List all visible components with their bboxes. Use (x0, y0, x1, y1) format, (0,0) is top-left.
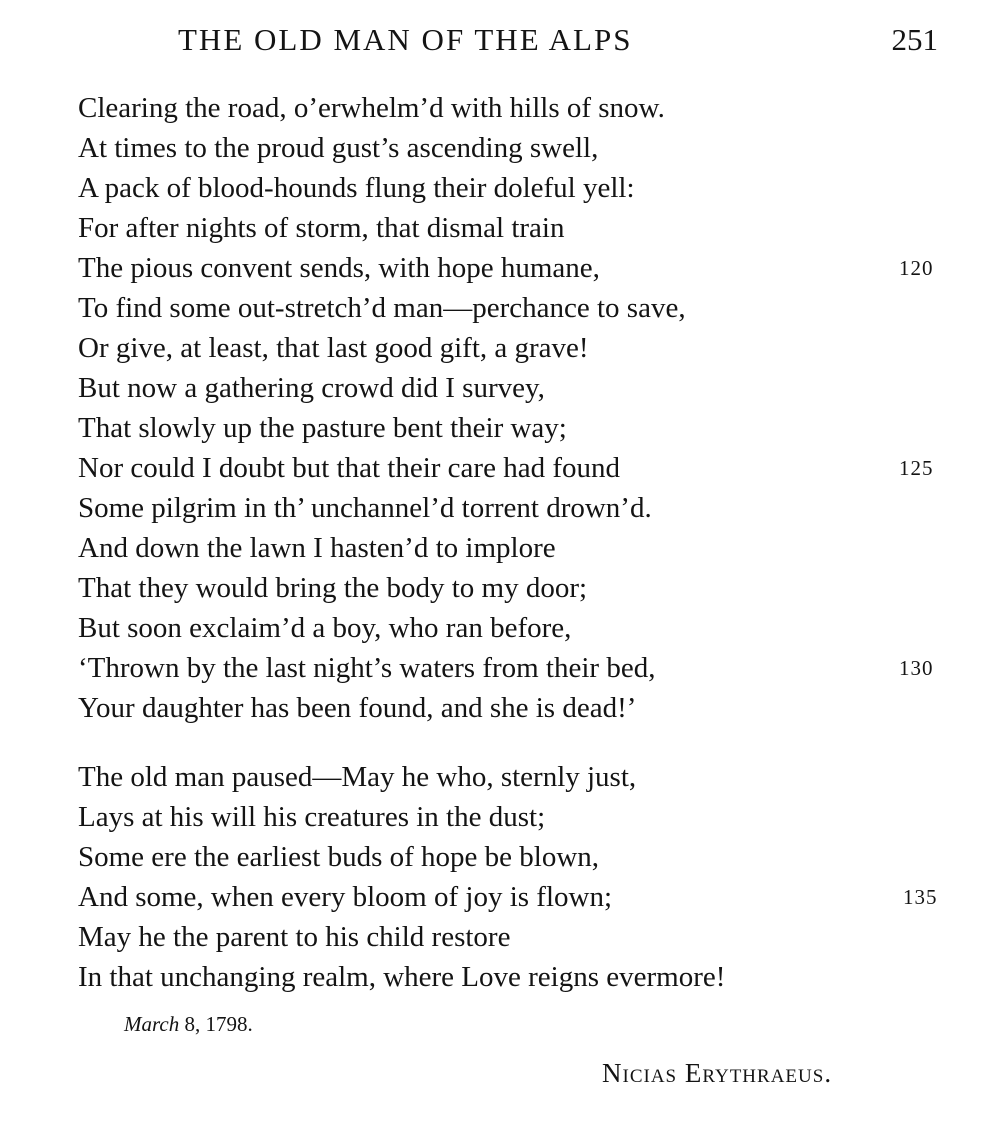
poem-line (78, 328, 686, 368)
poem-line (78, 128, 686, 168)
poem-line (78, 917, 725, 957)
running-title: THE OLD MAN OF THE ALPS (178, 22, 633, 57)
poem-line (78, 528, 686, 568)
line-text: ‘Thrown by the last night’s waters from their bed, (78, 652, 656, 684)
line-text: May he the parent to his child restore (78, 921, 511, 953)
line-text: For after nights of storm, that dismal train (78, 212, 565, 244)
line-text: Some pilgrim in th’ unchannel’d torrent drown’d. (78, 492, 652, 524)
poem-line (78, 957, 725, 997)
stanza-2 (78, 757, 938, 997)
line-text: Lays at his will his creatures in the dust; (78, 801, 546, 833)
line-number: 120 (899, 256, 934, 280)
line-text: The old man paused—May he who, sternly just, (78, 761, 637, 793)
line-text: Some ere the earliest buds of hope be blown, (78, 841, 600, 873)
line-text: That slowly up the pasture bent their way; (78, 412, 567, 444)
poem-line (78, 168, 686, 208)
line-text: Clearing the road, o’erwhelm’d with hills of snow. (78, 92, 665, 124)
line-text: The pious convent sends, with hope humane, (78, 252, 600, 284)
poem-line (78, 688, 686, 728)
poem-line (78, 757, 725, 797)
line-text: To find some out-stretch’d man—perchance to save, (78, 292, 686, 324)
poem-line (78, 208, 686, 248)
date-month: March (124, 1012, 180, 1036)
poem-line (78, 408, 686, 448)
line-text: That they would bring the body to my door; (78, 572, 588, 604)
poem-date (124, 1012, 253, 1037)
line-text: And down the lawn I hasten’d to implore (78, 532, 556, 564)
poem-line (78, 648, 934, 688)
poem-line (78, 877, 938, 917)
page-number: 251 (891, 22, 938, 57)
poem-line (78, 608, 686, 648)
line-number: 130 (899, 656, 934, 680)
poem-line (78, 248, 934, 288)
poem-line (78, 488, 686, 528)
line-text: In that unchanging realm, where Love reigns evermore! (78, 961, 726, 993)
line-text: Nor could I doubt but that their care had found (78, 452, 620, 484)
poem-line (78, 288, 686, 328)
line-text: But soon exclaim’d a boy, who ran before, (78, 612, 572, 644)
line-number: 135 (903, 885, 938, 909)
poem-line (78, 797, 725, 837)
stanza-1 (78, 88, 934, 728)
line-text: A pack of blood-hounds flung their doleful yell: (78, 172, 635, 204)
date-rest: 8, 1798. (179, 1012, 253, 1036)
poem-line (78, 368, 686, 408)
poem-line (78, 448, 934, 488)
line-text: At times to the proud gust’s ascending swell, (78, 132, 599, 164)
line-text: And some, when every bloom of joy is flown; (78, 881, 613, 913)
line-text: Your daughter has been found, and she is dead!’ (78, 692, 637, 724)
line-text: Or give, at least, that last good gift, a grave! (78, 332, 589, 364)
poem-line (78, 568, 686, 608)
line-text: But now a gathering crowd did I survey, (78, 372, 545, 404)
poem-line (78, 837, 725, 877)
author-signature: Nicias Erythraeus. (602, 1058, 833, 1088)
poem-line (78, 88, 686, 128)
line-number: 125 (899, 456, 934, 480)
